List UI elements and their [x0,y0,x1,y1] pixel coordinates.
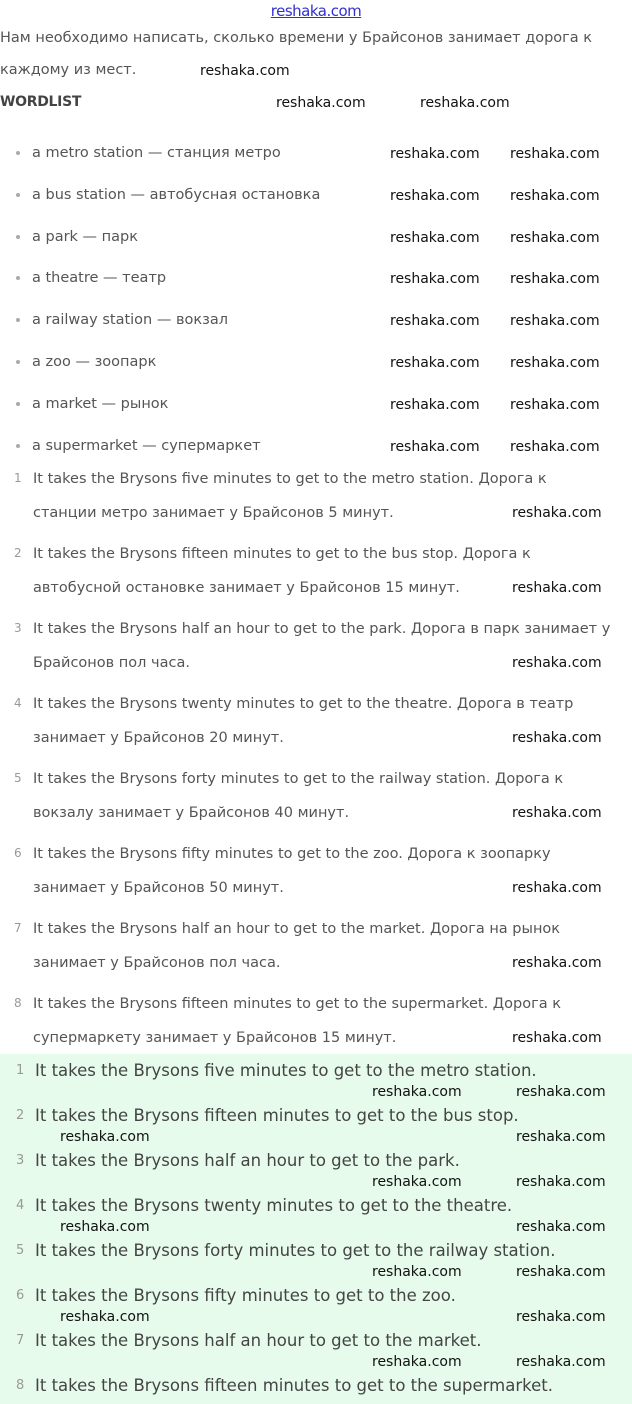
item-number: 5 [14,771,22,785]
watermark: reshaka.com [390,355,480,371]
wordlist-heading: WORDLIST [0,94,82,110]
watermark: reshaka.com [60,1309,150,1325]
answer-item [0,1376,553,1395]
item-number: 8 [14,996,22,1010]
item-number: 3 [16,1153,25,1168]
watermark: reshaka.com [390,188,480,204]
item-number: 4 [14,696,22,710]
answer-text: It takes the Brysons fifteen minutes to get to the supermarket. [35,1376,553,1395]
watermark: reshaka.com [516,1354,606,1370]
watermark: reshaka.com [372,1354,462,1370]
intro-line-2: каждому из мест. [0,62,137,78]
watermark: reshaka.com [420,95,510,111]
item-number: 1 [14,471,22,485]
sentence-line-1: It takes the Brysons forty minutes to get to the railway station. Дорога к [33,771,564,787]
watermark: reshaka.com [512,730,602,746]
wordlist-item [16,187,320,203]
answer-item [0,1241,556,1260]
watermark: reshaka.com [516,1219,606,1235]
watermark: reshaka.com [390,397,480,413]
watermark: reshaka.com [510,397,600,413]
wordlist-item-text: a market — рынок [32,395,169,412]
watermark: reshaka.com [516,1309,606,1325]
watermark: reshaka.com [390,313,480,329]
watermark: reshaka.com [512,955,602,971]
wordlist-item [16,438,261,454]
item-number: 4 [16,1198,25,1213]
bullet-icon [16,151,20,155]
sentence-line-1: It takes the Brysons five minutes to get to the metro station. Дорога к [33,471,547,487]
answer-text: It takes the Brysons half an hour to get to the market. [35,1331,482,1350]
watermark: reshaka.com [512,505,602,521]
watermark: reshaka.com [60,1129,150,1145]
sentence-line-1: It takes the Brysons fifteen minutes to get to the bus stop. Дорога к [33,546,531,562]
wordlist-item-text: a park — парк [32,228,138,245]
answer-item [0,1331,481,1350]
wordlist-item [16,312,228,328]
item-number: 8 [16,1378,25,1393]
bullet-icon [16,402,20,406]
sentence-line-1: It takes the Brysons fifteen minutes to get to the supermarket. Дорога к [33,996,561,1012]
wordlist-item [16,229,138,245]
bullet-icon [16,318,20,322]
watermark: reshaka.com [510,271,600,287]
wordlist-item-text: a zoo — зоопарк [32,354,157,370]
sentence-line-1: It takes the Brysons fifty minutes to get to the zoo. Дорога к зоопарку [33,846,551,862]
watermark: reshaka.com [516,1084,606,1100]
item-number: 2 [14,546,22,560]
watermark: reshaka.com [60,1219,150,1235]
item-number: 7 [14,921,22,935]
sentence-line-1: It takes the Brysons twenty minutes to get to the theatre. Дорога в театр [33,696,574,712]
sentence-line-2: супермаркету занимает у Брайсонов 15 минут. [33,1030,397,1046]
item-number: 2 [16,1108,25,1123]
watermark: reshaka.com [276,95,366,111]
site-link[interactable]: reshaka.com [270,2,362,20]
sentence-line-2: автобусной остановке занимает у Брайсонов 15 минут. [33,580,460,596]
watermark: reshaka.com [510,146,600,162]
answer-text: It takes the Brysons fifteen minutes to get to the bus stop. [35,1106,519,1125]
answer-text: It takes the Brysons twenty minutes to get to the theatre. [35,1196,513,1215]
sentence-line-2: занимает у Брайсонов 20 минут. [33,730,284,746]
sentence-line-2: станции метро занимает у Брайсонов 5 минут. [33,505,394,521]
answer-item [0,1196,512,1215]
watermark: reshaka.com [516,1174,606,1190]
answer-item [0,1286,456,1305]
watermark: reshaka.com [200,63,290,79]
watermark: reshaka.com [510,230,600,246]
watermark: reshaka.com [510,439,600,455]
watermark: reshaka.com [516,1129,606,1145]
answer-item [0,1106,519,1125]
watermark: reshaka.com [372,1174,462,1190]
watermark: reshaka.com [390,271,480,287]
watermark: reshaka.com [390,230,480,246]
bullet-icon [16,276,20,280]
wordlist-item-text: a supermarket — супермаркет [32,437,261,454]
watermark: reshaka.com [510,188,600,204]
item-number: 7 [16,1333,25,1348]
wordlist-item-text: a bus station — автобусная остановка [32,186,321,203]
wordlist-item [16,354,156,370]
watermark: reshaka.com [372,1264,462,1280]
sentence-line-2: занимает у Брайсонов 50 минут. [33,880,284,896]
watermark: reshaka.com [516,1264,606,1280]
answer-text: It takes the Brysons fifty minutes to get to the zoo. [35,1286,456,1305]
sentence-line-2: вокзалу занимает у Брайсонов 40 минут. [33,805,350,821]
sentence-line-1: It takes the Brysons half an hour to get to the market. Дорога на рынок [33,921,561,937]
item-number: 6 [16,1288,25,1303]
answer-text: It takes the Brysons forty minutes to get to the railway station. [35,1241,556,1260]
wordlist-item-text: a metro station — станция метро [32,145,281,161]
wordlist-item-text: a railway station — вокзал [32,312,228,329]
sentence-line-2: занимает у Брайсонов пол часа. [33,955,281,971]
answer-item [0,1061,537,1080]
watermark: reshaka.com [372,1084,462,1100]
watermark: reshaka.com [512,880,602,896]
sentence-line-1: It takes the Brysons half an hour to get to the park. Дорога в парк занимает у [33,621,611,637]
wordlist-item [16,270,166,286]
wordlist-item-text: a theatre — театр [32,270,167,287]
watermark: reshaka.com [390,439,480,455]
wordlist-item [16,396,168,412]
intro-line-1: Нам необходимо написать, сколько времени у Брайсонов занимает дорога к [0,30,593,46]
answer-text: It takes the Brysons five minutes to get to the metro station. [35,1061,537,1080]
watermark: reshaka.com [510,313,600,329]
item-number: 1 [16,1063,25,1078]
watermark: reshaka.com [512,805,602,821]
answer-item [0,1151,460,1170]
answer-text: It takes the Brysons half an hour to get to the park. [35,1151,460,1170]
watermark: reshaka.com [512,655,602,671]
bullet-icon [16,193,20,197]
item-number: 5 [16,1243,25,1258]
bullet-icon [16,235,20,239]
item-number: 6 [14,846,22,860]
watermark: reshaka.com [510,355,600,371]
watermark: reshaka.com [390,146,480,162]
bullet-icon [16,360,20,364]
bullet-icon [16,444,20,448]
watermark: reshaka.com [512,580,602,596]
item-number: 3 [14,621,22,635]
wordlist-item [16,145,281,161]
sentence-line-2: Брайсонов пол часа. [33,655,190,671]
watermark: reshaka.com [512,1030,602,1046]
